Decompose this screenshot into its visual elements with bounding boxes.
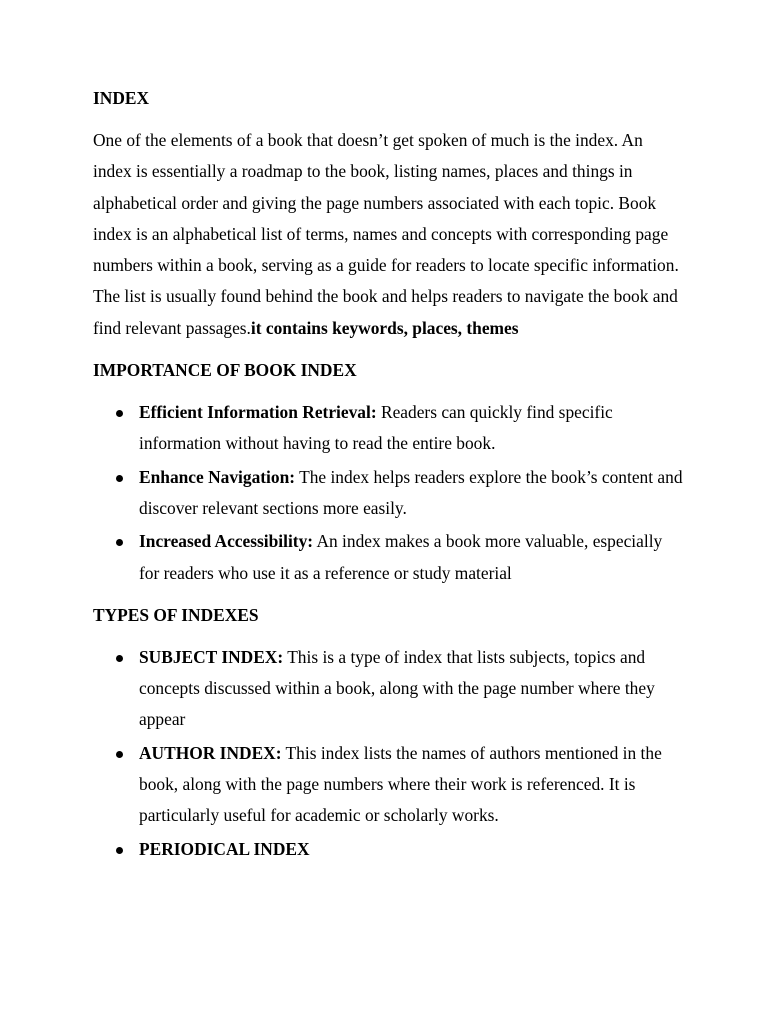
importance-heading: IMPORTANCE OF BOOK INDEX xyxy=(93,360,357,381)
list-item xyxy=(93,526,683,589)
intro-bold-tail: it contains keywords, places, themes xyxy=(250,317,519,338)
list-item-text: An index makes a book more valuable, especially for readers who use it as a reference or study material xyxy=(139,531,663,583)
list-item-term: Enhance Navigation: xyxy=(139,466,296,487)
list-item-term: AUTHOR INDEX: xyxy=(139,742,282,763)
list-item xyxy=(93,642,683,736)
types-heading: TYPES OF INDEXES xyxy=(93,604,259,625)
list-item xyxy=(93,834,683,865)
intro-paragraph xyxy=(93,125,683,344)
bullet-icon xyxy=(116,751,123,758)
list-item-term: Efficient Information Retrieval: xyxy=(139,402,377,423)
importance-list xyxy=(93,397,683,589)
list-item-text: This is a type of index that lists subjects, topics and concepts discussed within a book, along with the page number where they appear xyxy=(139,646,655,730)
list-item-text: This index lists the names of authors mentioned in the book, along with the page numbers where their work is referenced. It is particularly useful for academic or scholarly works. xyxy=(139,742,662,826)
bullet-icon xyxy=(116,475,123,482)
types-list xyxy=(93,642,683,865)
bullet-icon xyxy=(116,410,123,417)
bullet-icon xyxy=(116,539,123,546)
list-item-term: Increased Accessibility: xyxy=(139,531,314,552)
document-body xyxy=(93,83,683,876)
list-item-text: The index helps readers explore the book’s content and discover relevant sections more easily. xyxy=(139,466,683,518)
list-item-term: SUBJECT INDEX: xyxy=(139,646,284,667)
list-item xyxy=(93,738,683,832)
bullet-icon xyxy=(116,847,123,854)
page-title: INDEX xyxy=(93,88,150,108)
intro-text: One of the elements of a book that doesn’t get spoken of much is the index. An index is essentially a roadmap to the book, listing names, places and things in alphabetical order and giving the page numbers associated with each topic. Book index is an alphabetical list of terms, names and concepts with corresponding page numbers within a book, serving as a guide for readers to locate specific information. The list is usually found behind the book and helps readers to navigate the book and find relevant passages. xyxy=(93,130,679,338)
list-item-text: Readers can quickly find specific information without having to read the entire book. xyxy=(139,402,613,454)
list-item xyxy=(93,397,683,460)
bullet-icon xyxy=(116,655,123,662)
list-item xyxy=(93,462,683,525)
list-item-term: PERIODICAL INDEX xyxy=(139,838,310,859)
